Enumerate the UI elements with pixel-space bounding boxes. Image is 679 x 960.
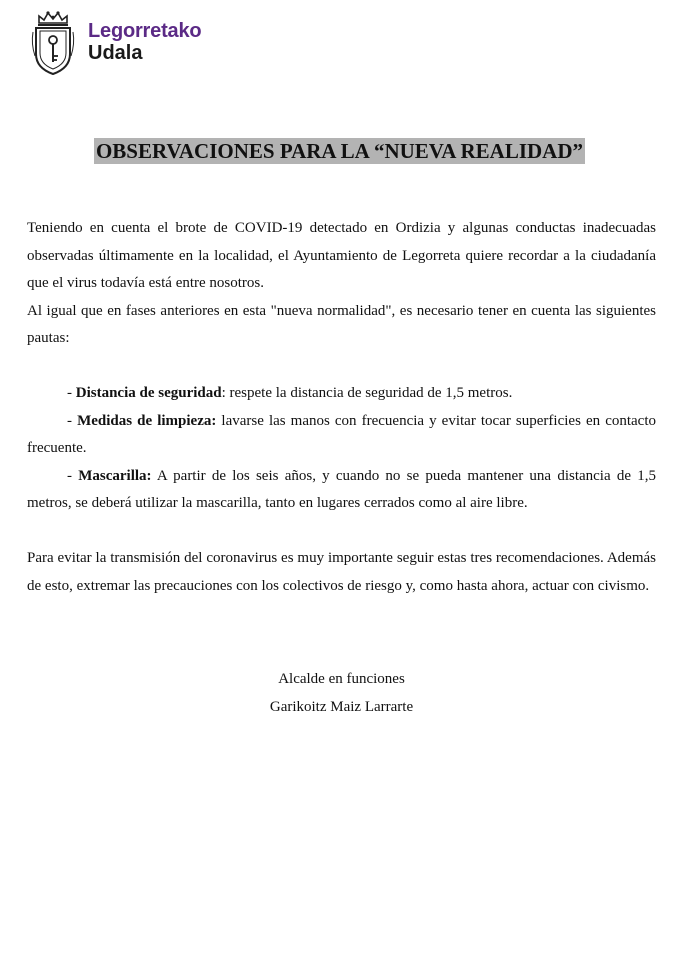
title-container [0, 138, 679, 164]
closing-paragraph: Para evitar la transmisión del coronavirus es muy importante seguir estas tres recomendaciones. Además de esto, extremar las precauciones con los colectivos de riesgo y, como hasta ahora, actuar con civismo. [27, 550, 656, 594]
guidelines-intro-paragraph: Al igual que en fases anteriores en esta "nueva normalidad", es necesario tener en cuenta las siguientes pautas: [27, 302, 656, 346]
intro-paragraph: Teniendo en cuenta el brote de COVID-19 detectado en Ordizia y algunas conductas inadecuadas observadas últimamente en la localidad, el Ayuntamiento de Legorreta quiere recordar a la ciudadanía que el virus todavía está entre nosotros. [27, 220, 656, 291]
guideline-text: : respete la distancia de seguridad de 1,5 metros. [221, 385, 513, 401]
brand-subtitle: Udala [88, 42, 143, 64]
guideline-dash: - [67, 385, 76, 401]
guideline-dash: - [67, 467, 79, 484]
guideline-text: lavarse las manos con frecuencia y evitar tocar superficies en contacto frecuente. [27, 412, 656, 456]
spacer [27, 353, 656, 381]
guideline-text: A partir de los seis años, y cuando no se pueda mantener una distancia de 1,5 metros, se deberá utilizar la mascarilla, tanto en lugares cerrados como al aire libre. [27, 467, 656, 511]
coat-of-arms-icon [30, 10, 76, 76]
signature-block [0, 666, 679, 721]
guideline-item [27, 463, 656, 518]
letterhead [30, 10, 330, 80]
brand-block [88, 20, 201, 64]
document-body [27, 215, 656, 600]
guideline-label: Mascarilla: [78, 467, 152, 484]
guideline-dash: - [67, 412, 78, 429]
brand-name: Legorretako [88, 20, 202, 42]
signer-role: Alcalde en funciones [278, 671, 405, 687]
guideline-label: Medidas de limpieza: [77, 412, 217, 429]
guideline-label: Distancia de seguridad [75, 385, 222, 401]
signer-name: Garikoitz Maiz Larrarte [269, 698, 414, 715]
document-title: OBSERVACIONES PARA LA “NUEVA REALIDAD” [95, 139, 584, 163]
spacer [27, 518, 656, 546]
guideline-item [27, 380, 656, 408]
guideline-item [27, 408, 656, 463]
